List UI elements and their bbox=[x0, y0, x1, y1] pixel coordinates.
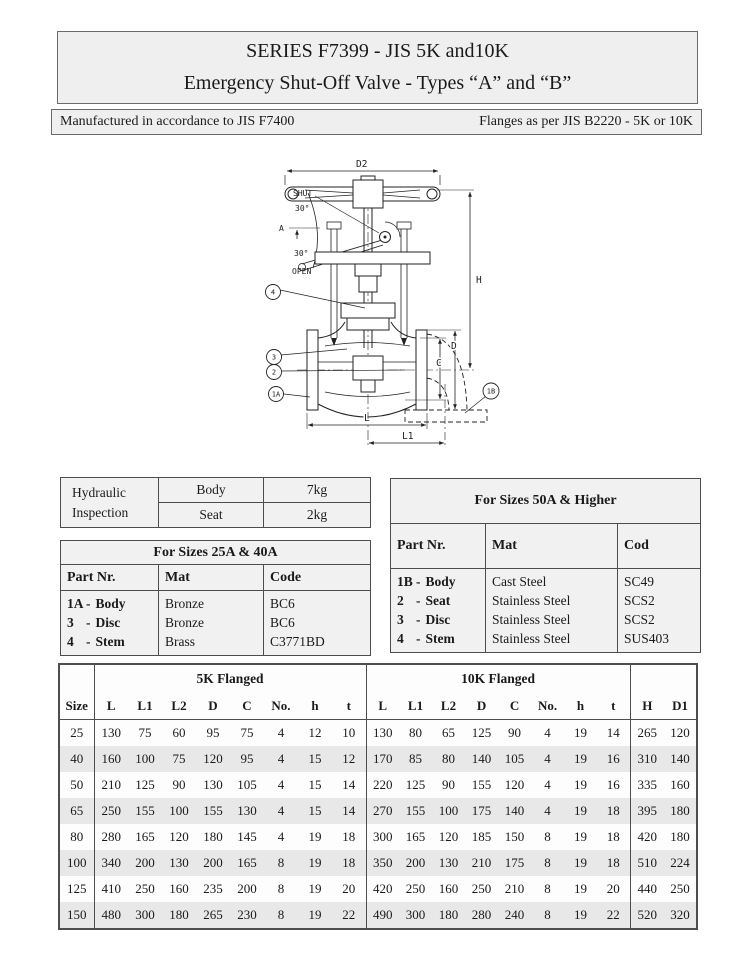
col-header-size: Size bbox=[59, 692, 94, 720]
dim-cell: 200 bbox=[405, 855, 426, 870]
dim-cell: 185 bbox=[471, 829, 492, 844]
dim-cell: 80 bbox=[442, 751, 456, 766]
dim-cell: 60 bbox=[172, 725, 186, 740]
standards-bar bbox=[51, 109, 702, 135]
series-title: SERIES F7399 - JIS 5K and10K bbox=[246, 40, 509, 63]
dim-cell: 200 bbox=[237, 881, 257, 896]
dim-cell: 180 bbox=[670, 829, 690, 844]
dim-cell: 210 bbox=[504, 881, 525, 896]
dim-cell: 180 bbox=[169, 907, 189, 922]
dim-cell: 18 bbox=[342, 829, 356, 844]
col-header-10k-t: t bbox=[597, 692, 630, 720]
dim-cell: 4 bbox=[277, 751, 285, 766]
column-header-mat: Mat bbox=[486, 524, 618, 569]
materials-cell: Cast Steel Stainless Steel Stainless Steel Stainless Steel bbox=[486, 569, 618, 653]
valve-technical-drawing bbox=[215, 140, 515, 470]
label-a: A bbox=[279, 224, 284, 233]
dim-cell: 300 bbox=[366, 824, 399, 850]
dim-cell: 140 bbox=[670, 751, 690, 766]
dim-cell: 19 bbox=[574, 725, 588, 740]
hydraulic-inspection-table bbox=[60, 477, 371, 528]
dim-cell: 75 bbox=[138, 725, 152, 740]
part-numbers-cell: 1B - Body 2 - Seat 3 - Disc 4 - Stem bbox=[391, 569, 486, 653]
dim-cell: 125 bbox=[471, 725, 492, 740]
dim-cell: 16 bbox=[606, 777, 620, 792]
col-header-5k-L2: L2 bbox=[162, 692, 196, 720]
dim-cell: 18 bbox=[342, 855, 356, 870]
dim-cell: 19 bbox=[574, 777, 588, 792]
title-box bbox=[57, 31, 698, 104]
dim-cell: 235 bbox=[203, 881, 223, 896]
dim-cell: 165 bbox=[405, 829, 426, 844]
dim-cell: 19 bbox=[308, 881, 322, 896]
part-numbers-cell: 1A - Body 3 - Disc 4 - Stem bbox=[61, 591, 159, 656]
dim-cell: 150 bbox=[67, 907, 87, 922]
dim-cell: 160 bbox=[670, 777, 690, 792]
dimensions-table bbox=[58, 663, 698, 930]
dimension-row-size-50 bbox=[59, 772, 697, 798]
materials-table-50a-higher bbox=[390, 478, 701, 653]
callout-4: 4 bbox=[270, 288, 276, 297]
dim-cell: 335 bbox=[630, 772, 664, 798]
valve-type-title: Emergency Shut-Off Valve - Types “A” and “B” bbox=[183, 71, 572, 94]
column-header-row bbox=[59, 692, 697, 720]
col-header-10k-L: L bbox=[366, 692, 399, 720]
dim-cell: 8 bbox=[544, 907, 551, 922]
dim-cell: 420 bbox=[630, 824, 664, 850]
dim-cell: 15 bbox=[308, 803, 322, 818]
dim-cell: 140 bbox=[471, 751, 492, 766]
group-header-5k: 5K Flanged bbox=[94, 664, 366, 692]
dim-cell: 270 bbox=[366, 798, 399, 824]
dim-cell: 19 bbox=[308, 829, 322, 844]
dim-cell: 155 bbox=[135, 803, 155, 818]
col-header-10k-C: C bbox=[498, 692, 531, 720]
dim-cell: 130 bbox=[169, 855, 189, 870]
dim-cell: 105 bbox=[504, 751, 525, 766]
materials-table-title: For Sizes 25A & 40A bbox=[61, 541, 371, 565]
col-header-5k-No.: No. bbox=[264, 692, 298, 720]
dim-cell: 19 bbox=[574, 751, 588, 766]
group-header-row bbox=[59, 664, 697, 692]
dim-cell: 250 bbox=[94, 798, 128, 824]
dim-cell: 4 bbox=[277, 829, 285, 844]
col-header-10k-L1: L1 bbox=[399, 692, 432, 720]
dim-cell: 90 bbox=[442, 777, 456, 792]
dim-cell: 120 bbox=[504, 777, 525, 792]
column-header-part: Part Nr. bbox=[391, 524, 486, 569]
dim-cell: 420 bbox=[366, 876, 399, 902]
dim-cell: 130 bbox=[237, 803, 257, 818]
dim-cell: 155 bbox=[203, 803, 223, 818]
dim-cell: 22 bbox=[606, 907, 620, 922]
dim-cell: 410 bbox=[94, 876, 128, 902]
dim-cell: 320 bbox=[670, 907, 690, 922]
dim-cell: 130 bbox=[203, 777, 223, 792]
dim-cell: 18 bbox=[606, 855, 620, 870]
table-row bbox=[61, 478, 371, 503]
dim-cell: 4 bbox=[277, 777, 285, 792]
dim-cell: 15 bbox=[308, 777, 322, 792]
dim-cell: 40 bbox=[70, 751, 84, 766]
dim-cell: 8 bbox=[544, 829, 551, 844]
column-header-mat: Mat bbox=[159, 565, 264, 591]
dim-cell: 8 bbox=[544, 855, 551, 870]
dim-cell: 90 bbox=[172, 777, 186, 792]
dim-cell: 395 bbox=[630, 798, 664, 824]
dim-cell: 520 bbox=[630, 902, 664, 929]
dim-label-l1: L1 bbox=[402, 431, 414, 442]
dim-cell: 4 bbox=[544, 777, 551, 792]
dim-cell: 8 bbox=[277, 881, 285, 896]
dim-cell: 140 bbox=[504, 803, 525, 818]
dim-cell: 50 bbox=[70, 777, 84, 792]
dim-cell: 20 bbox=[342, 881, 356, 896]
col-header-h: H bbox=[630, 692, 664, 720]
dim-cell: 16 bbox=[606, 751, 620, 766]
dim-cell: 175 bbox=[504, 855, 525, 870]
group-header-10k: 10K Flanged bbox=[366, 664, 630, 692]
corner-cell bbox=[630, 664, 697, 692]
dim-cell: 155 bbox=[471, 777, 492, 792]
dim-cell: 100 bbox=[67, 855, 87, 870]
dim-cell: 350 bbox=[366, 850, 399, 876]
dim-cell: 165 bbox=[135, 829, 155, 844]
dim-cell: 100 bbox=[438, 803, 459, 818]
dim-cell: 160 bbox=[94, 746, 128, 772]
dim-cell: 130 bbox=[438, 855, 459, 870]
dim-cell: 220 bbox=[366, 772, 399, 798]
hydraulic-item: Seat bbox=[159, 503, 264, 528]
dim-cell: 240 bbox=[504, 907, 525, 922]
col-header-5k-L: L bbox=[94, 692, 128, 720]
dimensions-table-body bbox=[59, 720, 697, 930]
dim-cell: 20 bbox=[606, 881, 620, 896]
dim-cell: 4 bbox=[544, 725, 551, 740]
dim-cell: 120 bbox=[438, 829, 459, 844]
dim-cell: 280 bbox=[94, 824, 128, 850]
dim-cell: 250 bbox=[471, 881, 492, 896]
col-header-5k-L1: L1 bbox=[128, 692, 162, 720]
dim-label-h: H bbox=[476, 275, 482, 286]
dim-cell: 160 bbox=[169, 881, 189, 896]
col-header-5k-t: t bbox=[332, 692, 366, 720]
dim-cell: 200 bbox=[203, 855, 223, 870]
corner-cell bbox=[59, 664, 94, 692]
dim-cell: 265 bbox=[203, 907, 223, 922]
dim-cell: 175 bbox=[471, 803, 492, 818]
callout-2: 2 bbox=[271, 368, 277, 377]
dim-label-c: C bbox=[436, 358, 442, 369]
dim-cell: 8 bbox=[277, 907, 285, 922]
manufacture-standard-note: Manufactured in accordance to JIS F7400 bbox=[60, 114, 295, 129]
dim-cell: 180 bbox=[670, 803, 690, 818]
dim-cell: 19 bbox=[574, 829, 588, 844]
dim-cell: 22 bbox=[342, 907, 356, 922]
col-header-d1: D1 bbox=[664, 692, 697, 720]
column-header-code: Code bbox=[264, 565, 371, 591]
dimension-row-size-100 bbox=[59, 850, 697, 876]
dim-cell: 125 bbox=[135, 777, 155, 792]
dim-cell: 265 bbox=[630, 720, 664, 747]
dimension-row-size-25 bbox=[59, 720, 697, 747]
dim-cell: 12 bbox=[308, 725, 322, 740]
dim-cell: 200 bbox=[135, 855, 155, 870]
dim-cell: 230 bbox=[237, 907, 257, 922]
dim-cell: 14 bbox=[606, 725, 620, 740]
dim-cell: 14 bbox=[342, 777, 356, 792]
dim-cell: 75 bbox=[240, 725, 254, 740]
dim-cell: 170 bbox=[366, 746, 399, 772]
dim-cell: 440 bbox=[630, 876, 664, 902]
dim-cell: 310 bbox=[630, 746, 664, 772]
hydraulic-value: 2kg bbox=[264, 503, 371, 528]
dim-cell: 130 bbox=[366, 720, 399, 747]
dim-cell: 105 bbox=[237, 777, 257, 792]
col-header-10k-D: D bbox=[465, 692, 498, 720]
dim-cell: 250 bbox=[670, 881, 690, 896]
dim-cell: 4 bbox=[544, 751, 551, 766]
dim-cell: 12 bbox=[342, 751, 356, 766]
callout-3: 3 bbox=[271, 353, 277, 362]
dim-cell: 8 bbox=[544, 881, 551, 896]
flange-standard-note: Flanges as per JIS B2220 - 5K or 10K bbox=[479, 114, 693, 129]
hydraulic-inspection-label: Hydraulic Inspection bbox=[61, 478, 159, 528]
dimension-row-size-65 bbox=[59, 798, 697, 824]
dim-cell: 18 bbox=[606, 829, 620, 844]
dim-cell: 19 bbox=[308, 907, 322, 922]
dim-cell: 340 bbox=[94, 850, 128, 876]
dim-cell: 80 bbox=[409, 725, 423, 740]
dim-cell: 90 bbox=[508, 725, 522, 740]
dim-cell: 100 bbox=[135, 751, 155, 766]
dim-cell: 19 bbox=[574, 855, 588, 870]
hydraulic-item: Body bbox=[159, 478, 264, 503]
label-angle-lower: 30° bbox=[294, 249, 309, 258]
dim-cell: 480 bbox=[94, 902, 128, 929]
dim-cell: 300 bbox=[135, 907, 155, 922]
dim-cell: 80 bbox=[70, 829, 84, 844]
dimension-row-size-150 bbox=[59, 902, 697, 929]
dim-cell: 85 bbox=[409, 751, 423, 766]
dim-cell: 125 bbox=[67, 881, 87, 896]
dimension-row-size-40 bbox=[59, 746, 697, 772]
dim-cell: 145 bbox=[237, 829, 257, 844]
dim-cell: 160 bbox=[438, 881, 459, 896]
dim-cell: 19 bbox=[574, 881, 588, 896]
label-shut: SHUT bbox=[293, 189, 313, 198]
dim-cell: 180 bbox=[203, 829, 223, 844]
dim-cell: 65 bbox=[442, 725, 456, 740]
dim-cell: 4 bbox=[544, 803, 551, 818]
col-header-10k-L2: L2 bbox=[432, 692, 465, 720]
drawing-position-labels bbox=[279, 189, 312, 276]
dim-cell: 130 bbox=[94, 720, 128, 747]
dim-label-l: L bbox=[364, 413, 370, 424]
dim-cell: 300 bbox=[405, 907, 426, 922]
dim-cell: 4 bbox=[277, 803, 285, 818]
dim-cell: 19 bbox=[574, 907, 588, 922]
dim-cell: 8 bbox=[277, 855, 285, 870]
column-header-code: Cod bbox=[618, 524, 701, 569]
dim-cell: 120 bbox=[169, 829, 189, 844]
dim-cell: 155 bbox=[405, 803, 426, 818]
materials-cell: Bronze Bronze Brass bbox=[159, 591, 264, 656]
callout-1b: 1B bbox=[486, 387, 496, 396]
dim-cell: 250 bbox=[405, 881, 426, 896]
dim-cell: 120 bbox=[670, 725, 690, 740]
col-header-10k-h: h bbox=[564, 692, 597, 720]
dim-cell: 75 bbox=[172, 751, 186, 766]
callout-1a: 1A bbox=[271, 390, 281, 399]
col-header-10k-No.: No. bbox=[531, 692, 564, 720]
dim-cell: 280 bbox=[471, 907, 492, 922]
dim-cell: 510 bbox=[630, 850, 664, 876]
codes-cell: BC6 BC6 C3771BD bbox=[264, 591, 371, 656]
dim-cell: 100 bbox=[169, 803, 189, 818]
materials-table-title: For Sizes 50A & Higher bbox=[391, 479, 701, 524]
materials-table-25a-40a bbox=[60, 540, 371, 656]
dim-cell: 25 bbox=[70, 725, 84, 740]
dim-cell: 19 bbox=[574, 803, 588, 818]
dim-cell: 10 bbox=[342, 725, 356, 740]
dim-cell: 165 bbox=[237, 855, 257, 870]
dimension-row-size-125 bbox=[59, 876, 697, 902]
dim-cell: 4 bbox=[277, 725, 285, 740]
dim-cell: 120 bbox=[203, 751, 223, 766]
dim-cell: 210 bbox=[94, 772, 128, 798]
dim-label-d2: D2 bbox=[356, 159, 368, 170]
codes-cell: SC49 SCS2 SCS2 SUS403 bbox=[618, 569, 701, 653]
dim-cell: 250 bbox=[135, 881, 155, 896]
dim-cell: 210 bbox=[471, 855, 492, 870]
column-header-part: Part Nr. bbox=[61, 565, 159, 591]
dim-cell: 18 bbox=[606, 803, 620, 818]
dim-cell: 224 bbox=[670, 855, 690, 870]
label-open: OPEN bbox=[292, 267, 312, 276]
dim-cell: 95 bbox=[206, 725, 220, 740]
dimension-row-size-80 bbox=[59, 824, 697, 850]
dim-cell: 150 bbox=[504, 829, 525, 844]
dim-cell: 490 bbox=[366, 902, 399, 929]
col-header-5k-C: C bbox=[230, 692, 264, 720]
dim-cell: 15 bbox=[308, 751, 322, 766]
dim-cell: 125 bbox=[405, 777, 426, 792]
dim-cell: 65 bbox=[70, 803, 84, 818]
col-header-5k-h: h bbox=[298, 692, 332, 720]
dim-cell: 95 bbox=[240, 751, 254, 766]
label-angle-upper: 30° bbox=[295, 204, 310, 213]
col-header-5k-D: D bbox=[196, 692, 230, 720]
dim-label-d: D bbox=[451, 341, 457, 352]
dim-cell: 19 bbox=[308, 855, 322, 870]
dim-cell: 180 bbox=[438, 907, 459, 922]
hydraulic-value: 7kg bbox=[264, 478, 371, 503]
dim-cell: 14 bbox=[342, 803, 356, 818]
